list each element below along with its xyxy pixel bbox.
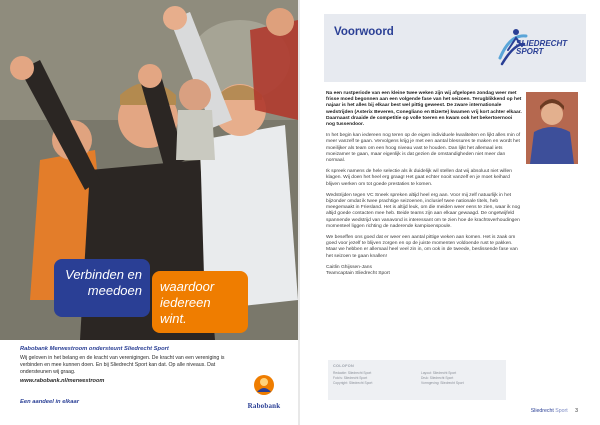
sponsor-text-block (20, 346, 240, 385)
page-number: 3 (575, 408, 578, 414)
body-paragraph: We beseffen ons goed dat er weer een aantal pittige weken aan komen. Het is zaak om goed voor jezelf te blijven zorgen en op de juiste momenten voldoende rust te pakken. Maar we hebben er allemaal heel veel zin in, om ook in de tweede, beslissende fase van het seizoen te gaan knallen! (326, 235, 518, 259)
colofon-line: Foto's: Sliedrecht Sport (333, 376, 368, 380)
sponsor-url-link[interactable]: www.rabobank.nl/merwestroom (20, 378, 105, 384)
slogan-badge-blue (54, 259, 150, 317)
body-paragraph: Ik spreek namens de hele selectie als ik duidelijk wil stellen dat wij absoluut niet willen klagen. Wij doen het heel erg graag! Het gaat echter nooit vanzelf en je moet keihard blijven werken om tot goede prestaties te komen. (326, 169, 512, 187)
right-page-foreword (300, 0, 600, 425)
logo-line-2: SPORT (516, 47, 544, 56)
sponsor-body: Wij geloven in het belang en de kracht van verenigingen. De kracht van een vereniging is verbinden en mee kunnen doen. En bij Sliedrecht Sport kan dat. Op alle niveaus. Dat ondersteunen wij graag. (20, 355, 225, 375)
body-paragraph: Wedstrijden tegen VC Sneek spreken altijd heel erg aan. Voor mij zelf natuurlijk in het bijzonder omdat ik twee prachtige seizoenen, inclusief twee nationale titels, heb meegemaakt in Friesland. Het is altijd leuk, om die meiden weer eens te zien, waar ik nog altijd goede contacten mee heb. Beide teams zijn aan elkaar gewaagd. De ongetwijfeld spannende wedstrijd van vanavond is interessant om te zien hoe de krachtsverhoudingen momenteel liggen richting de naderende kampioenspoule. (326, 192, 521, 229)
body-paragraph: In het begin kan iedereen nog teren op de eigen individuele kwaliteiten en lijkt alles min of meer vanzelf te gaan. Vervolgens krijg je met een aantal blessures te maken en wordt het moeilijker als team om een hoog niveau vast te houden. Dan lijkt het allemaal iets moeizamer te gaan, maar eigenlijk is dat gezien de omstandigheden niet meer dan normaal. (326, 133, 521, 164)
rabobank-wordmark: Rabobank (247, 402, 281, 410)
colofon-title: COLOFON (333, 364, 355, 368)
logo-wordmark (516, 40, 567, 56)
colofon-line: Copyright: Sliedrecht Sport (333, 381, 373, 385)
foreword-body (326, 91, 522, 277)
colofon-box (328, 360, 506, 400)
signature-block (326, 265, 522, 277)
left-page-advertisement (0, 0, 298, 425)
intro-paragraph: Na een rustperiode van een kleine twee weken zijn wij afgelopen zondag weer met frisse moed begonnen aan een volgende fase van het seizoen. Terugblikkend op het najaar is het alles bij elkaar best wel pittig geweest. De zware internationale wedstrijden (Asterix Beveren, Conegliano en Bizerte) kwamen vrij kort achter elkaar. Daarnaast draaide de competitie op volle toeren en kwam ook het bekertoernooi nog tussendoor. (326, 91, 522, 128)
slogan-line: meedoen (87, 283, 142, 298)
colofon-line: Redactie: Sliedrecht Sport (333, 371, 372, 375)
colofon-column (333, 371, 413, 386)
captain-portrait-illustration (526, 92, 578, 164)
footer-sport: Sport (555, 408, 568, 414)
signature-role: Teamcaptain Sliedrecht Sport (326, 271, 390, 277)
slogan-line: waardoor (160, 279, 215, 294)
sponsor-tagline: Een aandeel in elkaar (20, 399, 79, 405)
slogan-line: wint. (160, 311, 187, 326)
colofon-column (421, 371, 501, 386)
page-title: Voorwoord (334, 26, 394, 38)
page-footer (531, 408, 578, 414)
colofon-line: Vormgeving: Sliedrecht Sport (421, 381, 464, 385)
logo-line-1: SLIEDRECHT (516, 39, 568, 48)
captain-portrait-photo (526, 92, 578, 164)
footer-brand: Sliedrecht (530, 408, 554, 414)
colofon-line: Druk: Sliedrecht Sport (421, 376, 454, 380)
rabobank-logo (244, 374, 284, 410)
sponsor-title: Rabobank Merwestroom ondersteunt Sliedrecht Sport (20, 346, 169, 352)
colofon-line: Layout: Sliedrecht Sport (421, 371, 457, 375)
slogan-line: Verbinden en (65, 267, 142, 282)
slogan-badge-orange (152, 271, 248, 333)
slogan-line: iedereen (160, 295, 211, 310)
rabobank-emblem-icon (252, 374, 276, 396)
signature-name: Caitlin Ghijssen-Jans (326, 264, 372, 270)
